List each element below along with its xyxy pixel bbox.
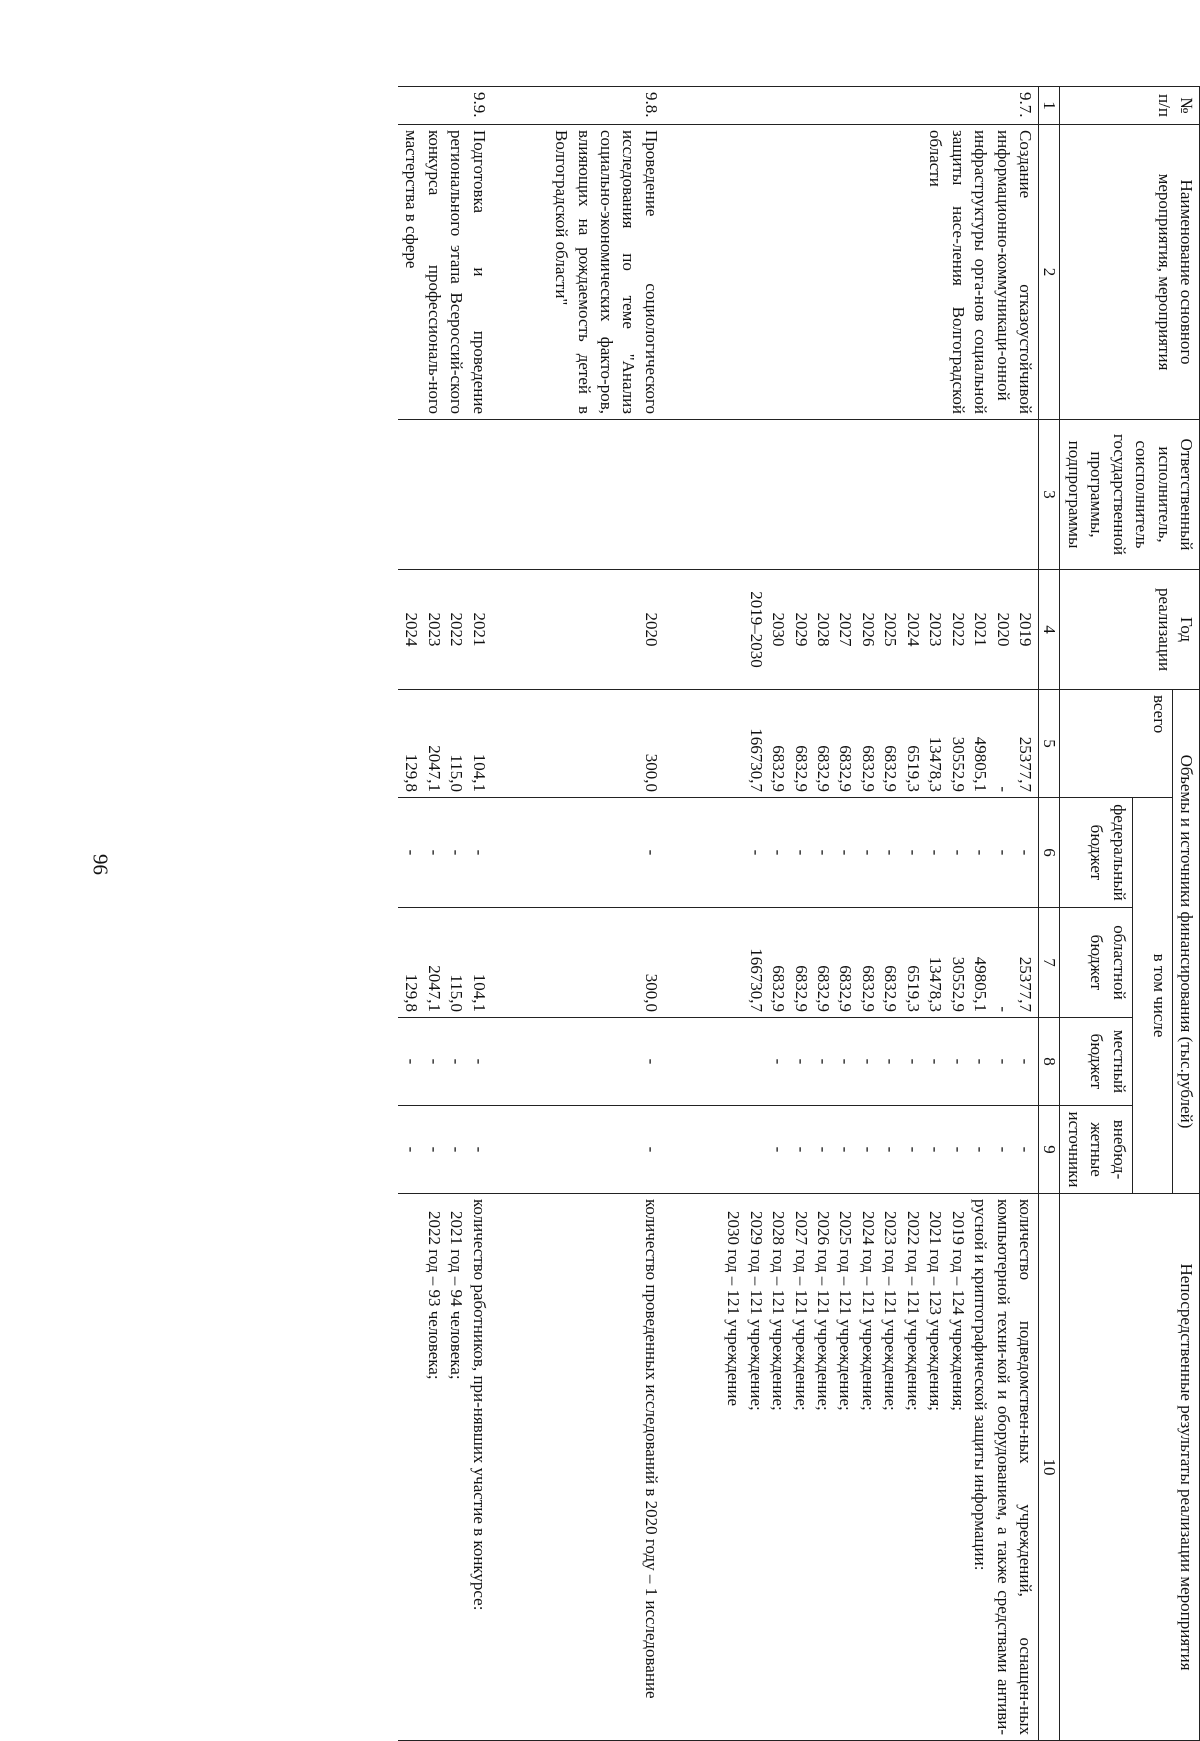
result-intro: количество работников, при-нявших участие в конкурсе: (469, 1199, 489, 1611)
year-value: 2023 (926, 612, 946, 647)
result-lines (722, 1199, 969, 1735)
column-number: 4 (1038, 570, 1059, 690)
federal-value: - (791, 849, 811, 856)
total-value: 25377,7 (1015, 736, 1035, 792)
year-value: 2024 (903, 612, 923, 647)
result-line: 2022 год – 93 человека; (424, 1211, 444, 1380)
result-intro: количество проведенных исследований в 2020 году – 1 исследование (641, 1199, 661, 1699)
extra-value: - (836, 1146, 856, 1153)
result-line: 2022 год – 121 учреждение; (903, 1211, 923, 1411)
regional-value: 6832,9 (858, 965, 878, 1012)
spacer-cell (492, 1106, 548, 1194)
federal-list-cell (720, 798, 1039, 908)
federal-value: - (926, 849, 946, 856)
year-value: 2023 (424, 612, 444, 647)
federal-value: - (948, 849, 968, 856)
header-measure-name: Наименование основного мероприятия, мероприятия (1060, 125, 1200, 420)
total-list-cell (720, 690, 1039, 798)
result-line: 2030 год – 121 учреждение (724, 1211, 744, 1407)
year-value: 2029 (791, 612, 811, 647)
table-row (548, 87, 664, 1741)
column-number: 9 (1038, 1106, 1059, 1194)
extra-value: - (447, 1146, 467, 1153)
federal-value: - (447, 849, 467, 856)
regional-list-cell (398, 908, 492, 1018)
result-line: 2025 год – 121 учреждение; (836, 1211, 856, 1411)
total-value: - (993, 786, 1013, 792)
regional-value: 49805,1 (971, 956, 991, 1012)
result-line: 2021 год – 123 учреждения; (926, 1211, 946, 1411)
extra-value: - (769, 1146, 789, 1153)
total-value: 49805,1 (971, 736, 991, 792)
extra-value: - (993, 1146, 1013, 1153)
row-number-cell: 9.8. (548, 87, 664, 125)
row-number-cell: 9.9. (398, 87, 492, 125)
result-line: 2021 год – 94 человека; (447, 1211, 467, 1380)
result-line: 2029 год – 121 учреждение; (746, 1211, 766, 1411)
year-value: 2028 (814, 612, 834, 647)
local-value: - (641, 1058, 661, 1065)
header-number: № п/п (1060, 87, 1200, 125)
result-lines (422, 1199, 467, 1735)
federal-value: - (971, 849, 991, 856)
regional-list-cell (548, 908, 664, 1018)
spacer-cell (492, 420, 548, 570)
total-value: 30552,9 (948, 736, 968, 792)
federal-list-cell (548, 798, 664, 908)
extra-value: - (791, 1146, 811, 1153)
federal-value: - (903, 849, 923, 856)
spacer-cell (664, 1106, 720, 1194)
header-results: Непосредственные результаты реализации мероприятия (1060, 1194, 1200, 1741)
spacer-cell (664, 125, 720, 420)
extra-list-cell (548, 1106, 664, 1194)
year-value: 2021 (971, 612, 991, 647)
header-including: в том числе (1132, 798, 1172, 1194)
spacer-cell (664, 908, 720, 1018)
year-list-cell (548, 570, 664, 690)
total-value: 6832,9 (836, 745, 856, 792)
total-list-cell (398, 690, 492, 798)
extra-value: - (814, 1146, 834, 1153)
measure-name-cell: Проведение социологического исследования по теме "Анализ социально-экономических факто-ров, влияющих на рождаемость детей в Волгоградской области" (548, 125, 664, 420)
federal-value: - (424, 849, 444, 856)
year-value: 2021 (469, 612, 489, 647)
federal-value: - (402, 849, 422, 856)
table-row (398, 87, 492, 1741)
total-value: 129,8 (402, 753, 422, 792)
federal-value: - (746, 849, 766, 856)
year-value: 2020 (993, 612, 1013, 647)
year-value: 2025 (881, 612, 901, 647)
local-value: - (791, 1058, 811, 1065)
total-value: 13478,3 (926, 736, 946, 792)
row-spacer (664, 87, 720, 1741)
local-value: - (926, 1058, 946, 1065)
regional-value: 166730,7 (746, 948, 766, 1012)
regional-list-cell (720, 908, 1039, 1018)
regional-value: 6832,9 (836, 965, 856, 1012)
row-spacer (492, 87, 548, 1741)
results-cell (398, 1194, 492, 1741)
measure-name-cell: Подготовка и проведение регионального этапа Всероссий-ского конкурса профессиональ-ного мастерства в сфере (398, 125, 492, 420)
total-value: 115,0 (447, 754, 467, 792)
local-value: - (858, 1058, 878, 1065)
extra-value: - (858, 1146, 878, 1153)
spacer-cell (664, 1194, 720, 1741)
regional-value: 30552,9 (948, 956, 968, 1012)
header-executor: Ответственный исполнитель, соисполнитель государственной программы, подпрограммы (1060, 420, 1200, 570)
row-number-cell: 9.7. (720, 87, 1039, 125)
federal-value: - (993, 849, 1013, 856)
executor-cell (720, 420, 1039, 570)
extra-value: - (402, 1146, 422, 1153)
year-value: 2022 (948, 612, 968, 647)
year-value: 2019–2030 (746, 591, 766, 668)
column-number: 5 (1038, 690, 1059, 798)
regional-value: - (993, 1006, 1013, 1012)
local-value: - (948, 1058, 968, 1065)
spacer-cell (492, 690, 548, 798)
regional-value: 6832,9 (791, 965, 811, 1012)
regional-value: 13478,3 (926, 956, 946, 1012)
column-number: 1 (1038, 87, 1059, 125)
regional-value: 25377,7 (1015, 956, 1035, 1012)
local-value: - (814, 1058, 834, 1065)
table-header (1060, 87, 1200, 1741)
federal-value: - (814, 849, 834, 856)
result-line: 2019 год – 124 учреждения; (948, 1211, 968, 1411)
executor-cell (398, 420, 492, 570)
total-value: 6832,9 (769, 745, 789, 792)
year-value: 2022 (447, 612, 467, 647)
extra-value: - (469, 1146, 489, 1153)
total-value: 104,1 (469, 753, 489, 792)
total-value: 300,0 (641, 753, 661, 792)
local-value: - (836, 1058, 856, 1065)
local-value: - (402, 1058, 422, 1065)
result-line: 2027 год – 121 учреждение; (791, 1211, 811, 1411)
local-value: - (469, 1058, 489, 1065)
result-line: 2028 год – 121 учреждение; (769, 1211, 789, 1411)
header-local: местный бюджет (1060, 1018, 1132, 1106)
result-line: 2026 год – 121 учреждение; (814, 1211, 834, 1411)
column-number: 3 (1038, 420, 1059, 570)
spacer-cell (492, 570, 548, 690)
extra-value: - (424, 1146, 444, 1153)
total-value: 2047,1 (424, 745, 444, 792)
local-value: - (1015, 1058, 1035, 1065)
year-list-cell (720, 570, 1039, 690)
regional-value: 6519,3 (903, 965, 923, 1012)
column-number: 7 (1038, 908, 1059, 1018)
spacer-cell (664, 798, 720, 908)
spacer-cell (492, 87, 548, 125)
spacer-cell (664, 420, 720, 570)
regional-value: 129,8 (402, 973, 422, 1012)
column-number: 6 (1038, 798, 1059, 908)
local-list-cell (720, 1018, 1039, 1106)
total-list-cell (548, 690, 664, 798)
total-value: 6519,3 (903, 745, 923, 792)
year-value: 2026 (858, 612, 878, 647)
spacer-cell (492, 1194, 548, 1741)
extra-value: - (926, 1146, 946, 1153)
header-year: Год реализации (1060, 570, 1200, 690)
spacer-cell (664, 1018, 720, 1106)
spacer-cell (664, 690, 720, 798)
result-intro: количество подведомствен-ных учреждений, оснащен-ных компьютерной техни-кой и оборудованием, а также средствами антиви-русной и криптографической защиты информации: (971, 1199, 1035, 1736)
extra-value: - (641, 1146, 661, 1153)
federal-list-cell (398, 798, 492, 908)
header-regional: областной бюджет (1060, 908, 1132, 1018)
total-value: 166730,7 (746, 728, 766, 792)
federal-value: - (881, 849, 901, 856)
regional-value: 300,0 (641, 973, 661, 1012)
federal-value: - (469, 849, 489, 856)
regional-value: 115,0 (447, 974, 467, 1012)
table-row (720, 87, 1039, 1741)
federal-value: - (769, 849, 789, 856)
local-value: - (903, 1058, 923, 1065)
federal-value: - (641, 849, 661, 856)
spacer-cell (492, 798, 548, 908)
year-value: 2024 (402, 612, 422, 647)
header-federal: федеральный бюджет (1060, 798, 1132, 908)
year-value: 2019 (1015, 612, 1035, 647)
local-list-cell (548, 1018, 664, 1106)
measures-table (398, 86, 1200, 1741)
regional-value: 6832,9 (814, 965, 834, 1012)
local-value: - (881, 1058, 901, 1065)
column-number: 8 (1038, 1018, 1059, 1106)
spacer-cell (492, 125, 548, 420)
header-funding: Объемы и источники финансирования (тыс.рублей) (1172, 690, 1199, 1194)
year-list-cell (398, 570, 492, 690)
measure-name-cell: Создание отказоустойчивой информационно-коммуникаци-онной инфраструктуры орга-нов социальной защиты насе-ления Волгоградской области (720, 125, 1039, 420)
column-number: 10 (1038, 1194, 1059, 1741)
total-value: 6832,9 (814, 745, 834, 792)
local-value: - (971, 1058, 991, 1065)
page-number: 96 (88, 854, 113, 875)
year-value: 2030 (769, 612, 789, 647)
table-body (398, 87, 1039, 1741)
extra-value: - (948, 1146, 968, 1153)
result-line: 2023 год – 121 учреждение; (881, 1211, 901, 1411)
regional-value: 6832,9 (881, 965, 901, 1012)
spacer-cell (664, 87, 720, 125)
result-line: 2024 год – 121 учреждение; (858, 1211, 878, 1411)
local-value: - (769, 1058, 789, 1065)
extra-value: - (881, 1146, 901, 1153)
local-value: - (447, 1058, 467, 1065)
total-value: 6832,9 (881, 745, 901, 792)
header-total: всего (1060, 690, 1172, 798)
extra-list-cell (720, 1106, 1039, 1194)
results-cell (548, 1194, 664, 1741)
federal-value: - (836, 849, 856, 856)
program-table-sheet (135, 86, 1200, 1740)
spacer-cell (664, 570, 720, 690)
spacer-cell (492, 908, 548, 1018)
local-list-cell (398, 1018, 492, 1106)
federal-value: - (1015, 849, 1035, 856)
year-value: 2020 (641, 612, 661, 647)
extra-list-cell (398, 1106, 492, 1194)
extra-value: - (971, 1146, 991, 1153)
header-extra: внебюд-жетные источники (1060, 1106, 1132, 1194)
spacer-cell (492, 1018, 548, 1106)
column-number-row (1038, 87, 1059, 1741)
local-value: - (993, 1058, 1013, 1065)
regional-value: 6832,9 (769, 965, 789, 1012)
column-number: 2 (1038, 125, 1059, 420)
year-value: 2027 (836, 612, 856, 647)
regional-value: 104,1 (469, 973, 489, 1012)
federal-value: - (858, 849, 878, 856)
executor-cell (548, 420, 664, 570)
extra-value: - (903, 1146, 923, 1153)
local-value: - (424, 1058, 444, 1065)
total-value: 6832,9 (858, 745, 878, 792)
regional-value: 2047,1 (424, 965, 444, 1012)
results-cell (720, 1194, 1039, 1741)
extra-value: - (1015, 1146, 1035, 1153)
total-value: 6832,9 (791, 745, 811, 792)
